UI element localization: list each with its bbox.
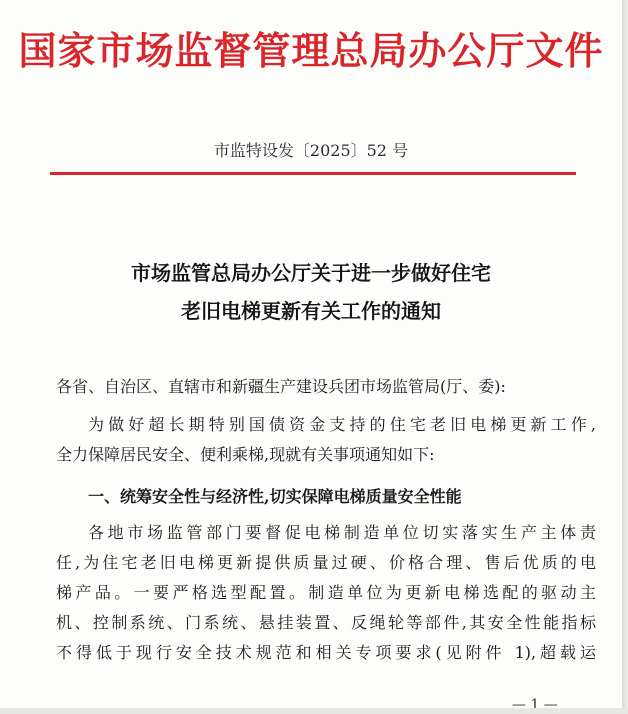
- intro-line-1: 为做好超长期特别国债资金支持的住宅老旧电梯更新工作,: [88, 415, 596, 434]
- notice-title-line-1: 市场监管总局办公厅关于进一步做好住宅: [131, 261, 491, 285]
- section-1-line: 任,为住宅老旧电梯更新提供质量过硬、价格合理、售后优质的电: [56, 553, 596, 572]
- document-number: 市监特设发〔2025〕52 号: [213, 141, 409, 160]
- addressee-line: 各省、自治区、直辖市和新疆生产建设兵团市场监管局(厅、委):: [56, 377, 506, 396]
- section-1-heading-text: 一、统筹安全性与经济性,切实保障电梯质量安全性能: [88, 487, 462, 506]
- section-1-line: 各地市场监管部门要督促电梯制造单位切实落实生产主体责: [88, 523, 596, 542]
- issuer-title: 国家市场监督管理总局办公厅文件: [18, 28, 604, 73]
- notice-title: [0, 254, 622, 330]
- section-1-line: 梯产品。一要严格选型配置。制造单位为更新电梯选配的驱动主: [56, 583, 596, 602]
- notice-title-line-2: 老旧电梯更新有关工作的通知: [181, 299, 441, 323]
- section-1-paragraph: [56, 518, 596, 668]
- page-number: — 1 —: [512, 697, 558, 708]
- page-edge-shadow: [622, 0, 628, 714]
- intro-paragraph: [56, 410, 596, 470]
- addressee: [56, 372, 596, 402]
- page-bottom-shadow: [0, 708, 628, 714]
- intro-line-2: 全力保障居民安全、便利乘梯,现就有关事项通知如下:: [56, 445, 435, 464]
- section-1-heading: [56, 482, 596, 512]
- section-1-line: 不得低于现行安全技术规范和相关专项要求(见附件 1),超载运: [56, 643, 596, 662]
- section-1-line: 机、控制系统、门系统、悬挂装置、反绳轮等部件,其安全性能指标: [56, 613, 596, 632]
- red-divider-line: [50, 172, 576, 175]
